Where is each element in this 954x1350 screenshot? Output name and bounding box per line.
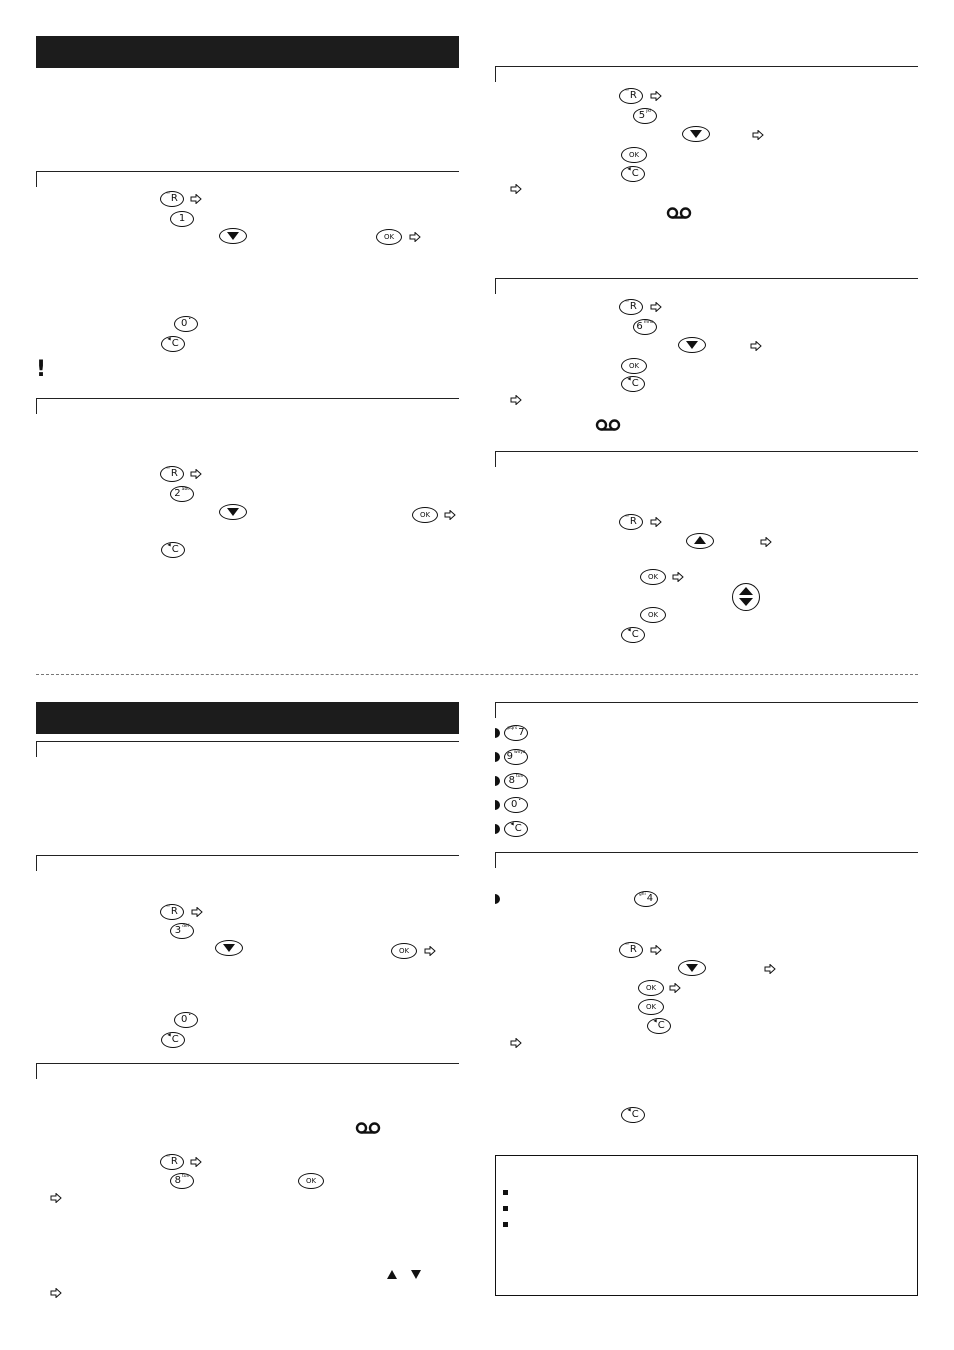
nav-down-icon — [219, 228, 247, 244]
hollow-arrow-right-icon — [510, 395, 522, 405]
hollow-arrow-right-icon — [191, 907, 203, 917]
nav-down-icon — [678, 337, 706, 353]
key-c-icon: ◀ C — [621, 166, 645, 182]
subsection-header — [36, 1063, 459, 1079]
hollow-arrow-right-icon — [510, 184, 522, 194]
half-circle-bullet-icon — [495, 752, 500, 762]
triangle-down-icon — [411, 1270, 421, 1279]
menu-r-key-icon: ⁰⁰ R — [619, 514, 643, 530]
hollow-arrow-right-icon — [650, 517, 662, 527]
hollow-arrow-right-icon — [650, 91, 662, 101]
nav-updown-icon — [732, 583, 760, 611]
hollow-arrow-right-icon — [50, 1193, 62, 1203]
ok-key-icon: OK — [621, 358, 647, 374]
key-1-icon: 1 — [170, 211, 194, 227]
square-bullet-icon — [503, 1190, 508, 1195]
hollow-arrow-right-icon — [50, 1288, 62, 1298]
key-c-icon: ◀ C — [161, 1032, 185, 1048]
key-9-icon: 9 wxyz — [504, 749, 528, 765]
key-0-icon: 0 • — [174, 316, 198, 332]
ok-key-icon: OK — [412, 507, 438, 523]
subsection-header — [495, 451, 918, 467]
hollow-arrow-right-icon — [444, 510, 456, 520]
warning-exclamation-icon: ! — [36, 357, 47, 382]
key-6-icon: 6 mno — [633, 319, 657, 335]
hollow-arrow-right-icon — [752, 130, 764, 140]
hollow-arrow-right-icon — [424, 946, 436, 956]
square-bullet-icon — [503, 1222, 508, 1227]
ok-key-icon: OK — [298, 1173, 324, 1189]
key-2-icon: 2 abc — [170, 486, 194, 502]
key-7-icon: pqrs 7 — [504, 725, 528, 741]
key-c-icon: ◀ C — [621, 627, 645, 643]
hollow-arrow-right-icon — [760, 537, 772, 547]
subsection-header — [36, 741, 459, 757]
key-c-icon: ◀ C — [504, 821, 528, 837]
key-0-icon: 0 • — [174, 1012, 198, 1028]
triangle-up-icon — [387, 1270, 397, 1279]
nav-up-icon — [686, 533, 714, 549]
ok-key-icon: OK — [376, 229, 402, 245]
hollow-arrow-right-icon — [409, 232, 421, 242]
nav-down-icon — [678, 960, 706, 976]
section-header-bar — [36, 702, 459, 734]
key-8-icon: 8 tuv — [504, 773, 528, 789]
section-header-bar — [36, 36, 459, 68]
hollow-arrow-right-icon — [750, 341, 762, 351]
hollow-arrow-right-icon — [650, 302, 662, 312]
page-fold-divider — [36, 674, 918, 675]
nav-down-icon — [682, 126, 710, 142]
menu-r-key-icon: ⁰⁰ R — [160, 466, 184, 482]
hollow-arrow-right-icon — [672, 572, 684, 582]
ok-key-icon: OK — [391, 943, 417, 959]
key-8-icon: 8 tuv — [170, 1173, 194, 1189]
menu-r-key-icon: ⁰⁰ R — [160, 904, 184, 920]
subsection-header — [36, 855, 459, 871]
ok-key-icon: OK — [621, 147, 647, 163]
subsection-header — [495, 66, 918, 82]
menu-r-key-icon: ⁰⁰ R — [160, 191, 184, 207]
menu-r-key-icon: ⁰⁰ R — [619, 88, 643, 104]
voicemail-icon — [595, 419, 621, 431]
subsection-header — [36, 398, 459, 414]
subsection-header — [495, 278, 918, 294]
hollow-arrow-right-icon — [510, 1038, 522, 1048]
nav-down-icon — [215, 940, 243, 956]
half-circle-bullet-icon — [495, 800, 500, 810]
voicemail-icon — [355, 1122, 381, 1134]
hollow-arrow-right-icon — [650, 945, 662, 955]
half-circle-bullet-icon — [495, 894, 500, 904]
key-5-icon: 5 jkl — [633, 108, 657, 124]
key-c-icon: ◀ C — [621, 1107, 645, 1123]
note-box — [495, 1155, 918, 1296]
nav-down-icon — [219, 504, 247, 520]
square-bullet-icon — [503, 1206, 508, 1211]
menu-r-key-icon: ⁰⁰ R — [619, 942, 643, 958]
subsection-header — [495, 852, 918, 868]
ok-key-icon: OK — [640, 607, 666, 623]
voicemail-icon — [666, 207, 692, 219]
half-circle-bullet-icon — [495, 776, 500, 786]
hollow-arrow-right-icon — [764, 964, 776, 974]
key-0-icon: 0 • — [504, 797, 528, 813]
key-4-icon: ghi 4 — [634, 891, 658, 907]
hollow-arrow-right-icon — [190, 1157, 202, 1167]
ok-key-icon: OK — [638, 999, 664, 1015]
key-c-icon: ◀ C — [647, 1018, 671, 1034]
hollow-arrow-right-icon — [190, 469, 202, 479]
subsection-header — [495, 702, 918, 718]
subsection-header — [36, 171, 459, 187]
key-c-icon: ◀ C — [161, 336, 185, 352]
half-circle-bullet-icon — [495, 728, 500, 738]
key-c-icon: ◀ C — [161, 542, 185, 558]
key-3-icon: 3 def — [170, 923, 194, 939]
key-c-icon: ◀ C — [621, 376, 645, 392]
hollow-arrow-right-icon — [190, 194, 202, 204]
menu-r-key-icon: ⁰⁰ R — [160, 1154, 184, 1170]
menu-r-key-icon: ⁰⁰ R — [619, 299, 643, 315]
ok-key-icon: OK — [638, 980, 664, 996]
hollow-arrow-right-icon — [669, 983, 681, 993]
half-circle-bullet-icon — [495, 824, 500, 834]
ok-key-icon: OK — [640, 569, 666, 585]
